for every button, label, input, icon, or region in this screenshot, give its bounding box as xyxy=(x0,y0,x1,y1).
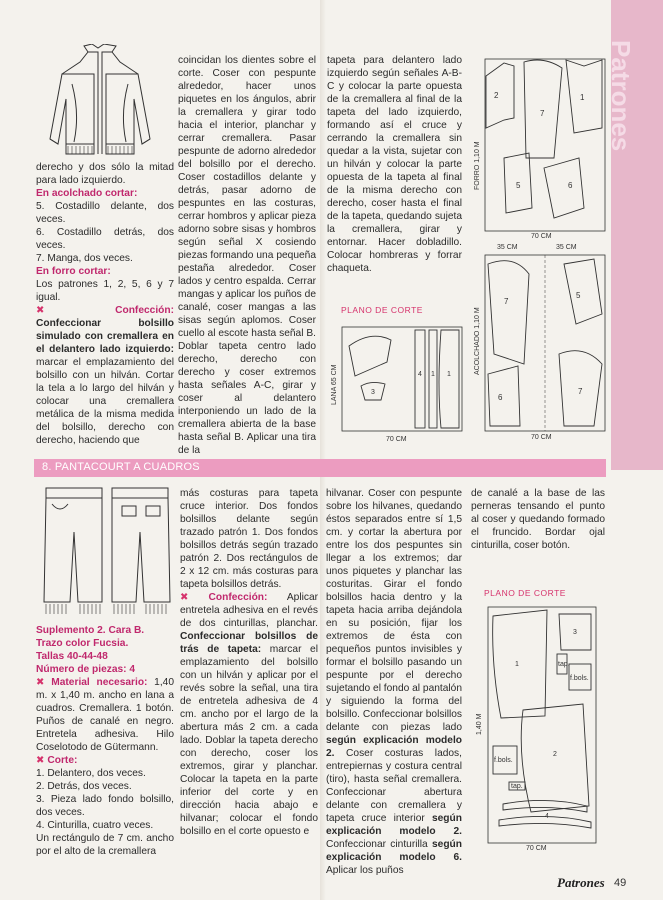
jacket-col3-paragraph: tapeta para delantero lado izquierdo según señales A-B-C y colocar la parte opuesta de la cremallera al final de la tapeta del lado izquierdo, formando así el cruce y cerrando la cremallera sin quedar a la vista, sujetar con un hilván y colocar la parte opuesta de la tapeta al final de la misma derecho con derecho, coser hasta el final de la tapeta, quedando sujeta la cremallera, girar y entornar. Hacer dobladillo. Colocar hombreras y forrar chaqueta. xyxy=(327,55,462,274)
acolchado-item: 6. Costadillo detrás, dos veces. xyxy=(36,227,174,251)
tallas: Tallas 40-44-48 xyxy=(36,651,108,662)
plano-corte-label: PLANO DE CORTE xyxy=(484,588,566,598)
col3-bold3: según explicación modelo 6. xyxy=(326,839,462,863)
col3-text4: Aplicar los puños xyxy=(326,865,404,876)
bolsillos-bold: Confeccionar bolsillos de trás de tapeta: xyxy=(180,631,318,655)
piece-label: 1 xyxy=(515,661,519,668)
material-label: Material necesario: xyxy=(51,677,148,688)
pants-height-dimension: 1,40 M xyxy=(476,713,483,735)
piece-label: tap. xyxy=(558,661,570,668)
section-band xyxy=(34,459,606,477)
footer-logo: Patrones xyxy=(557,875,605,890)
piece-label: 4 xyxy=(545,813,549,820)
suplemento: Suplemento 2. Cara B. xyxy=(36,625,145,636)
lana-dimension: LANA 65 CM xyxy=(331,364,338,405)
page-number: 49 xyxy=(614,877,627,889)
jacket-col1-text xyxy=(36,161,174,447)
cross-icon: ✖ xyxy=(180,592,189,603)
pants-col3-text xyxy=(326,487,462,877)
cross-icon: ✖ xyxy=(36,677,45,688)
jacket-sketch xyxy=(40,44,160,159)
forro-title: En forro cortar: xyxy=(36,266,111,277)
pants-sketch xyxy=(42,484,172,616)
bolsillos-text: marcar el emplazamiento del bolsillo con un hilván y aplicar por el revés sobre la señal, una tira de entretela adhesiva de 4 cm. ancho por el largo de la abertura más 2 cm. a cada lado. Doblar la tapeta derecho con derecho, coser los extremos, girar y planchar. Colocar la tapeta en la parte inferior del corte y en dirección hacia abajo e hilvanar; colocar el fondo bolsillo en el corte opuesto e xyxy=(180,644,318,837)
pants-col4-text xyxy=(471,487,605,552)
section-title: 8. PANTACOURT A CUADROS xyxy=(42,461,200,473)
col3-bold1: según explicación modelo 2. xyxy=(326,735,462,759)
acolchado-width: 70 CM xyxy=(531,434,552,441)
col3-bold2: según explicación modelo 2. xyxy=(326,813,462,837)
corte-item: 3. Pieza lado fondo bolsillo, dos veces. xyxy=(36,794,174,818)
piece-label: 1 xyxy=(431,371,435,378)
acolchado-title: En acolchado cortar: xyxy=(36,188,138,199)
piece-label: 4 xyxy=(418,371,422,378)
confeccion-text: Aplicar entretela adhesiva en el revés de dos cinturillas, planchar. xyxy=(180,592,318,629)
forro-width: 70 CM xyxy=(531,233,552,240)
piece-label: 3 xyxy=(371,389,375,396)
piece-label: 2 xyxy=(494,91,499,100)
piece-label: 7 xyxy=(504,297,509,306)
piece-label: tap. xyxy=(511,783,523,790)
pants-col4-paragraph: de canalé a la base de las perneras tensando el punto al coser y quedando formado el fruncido. Bordar ojal cinturilla, coser botón. xyxy=(471,488,605,551)
piece-label: 5 xyxy=(516,181,521,190)
corte-item: 2. Detrás, dos veces. xyxy=(36,781,132,792)
acolchado-cutting-plan xyxy=(484,254,606,432)
pants-col2-text xyxy=(180,487,318,838)
pants-width-dimension: 70 CM xyxy=(526,845,547,852)
jacket-col2-paragraph: coincidan los dientes sobre el corte. Coser con pespunte alrededor, hacer unos piquetes en los ángulos, abrir la cremallera y girar todo hacia el interior, planchar y cerrar cremallera. Pasar pespunte de adorno alrededor del bolsillo por el derecho. Coser costadillos delante y detrás, pasar adorno de pespuntes en las costuras, cerrar hombros y aplicar pieza adorno sobre sisas y hombros según señal X cosiendo piezas formando una pequeña pestaña alrededor. Coser lados y centro espalda. Cerrar mangas y aplicar los puños de canalé, coser mangas a las sisas según aplomos. Coser cuello al escote hasta señal B. Doblar tapeta centro lado derecho, derecho con derecho y coser extremos hasta señales A-C, girar y coser al delantero interponiendo un lado de la cremallera abierta de la base hasta señal B. Aplicar una tira de la xyxy=(178,55,316,456)
col3-text3: Confeccionar cinturilla xyxy=(326,839,428,850)
piece-label: 7 xyxy=(578,387,583,396)
col3-text1: hilvanar. Coser con pespunte sobre los hilvanes, quedando éstos separados entre sí 1,5 cm. y cortar la abertura por entre los dos pespuntes sin llegar a los extremos; dar unos piquetes y planchar las costuritas. Girar el fondo bolsillos hacia dentro y la tapeta hacia arriba dejándola en su posición, fijar los extremos de ésta con pequeños puntos invisibles y formar el bolsillo pasando un pespunte por el derecho sujetando el fondo al pantalón y siguiendo la forma del bolsillo. Confeccionar bolsillos delante con piezas lado xyxy=(326,488,462,733)
acolchado-top-left: 35 CM xyxy=(497,244,518,251)
piece-label: 7 xyxy=(540,109,545,118)
pants-cutting-plan xyxy=(487,606,597,844)
trazo: Trazo color Fucsia. xyxy=(36,638,129,649)
jacket-col3-text xyxy=(327,54,462,275)
acolchado-dimension: ACOLCHADO 1,10 M xyxy=(474,307,481,375)
plano-corte-label: PLANO DE CORTE xyxy=(341,305,423,315)
confeccion-bold: Confeccionar bolsillo simulado con cremallera en el delantero lado izquierdo: xyxy=(36,318,174,355)
material-text: 1,40 m. x 1,40 m. ancho en lana a cuadros. Cremallera. 1 botón. Puños de canalé en negro. Entretela adhesiva. Hilo Coselotodo de Gütermann. xyxy=(36,677,174,753)
forro-dimension: FORRO 1,10 M xyxy=(474,141,481,190)
piece-label: 6 xyxy=(498,393,503,402)
piece-label: 1 xyxy=(447,371,451,378)
corte-label: Corte: xyxy=(47,755,78,766)
piece-label: 3 xyxy=(573,629,577,636)
pants-col1-text xyxy=(36,624,174,858)
forro-cutting-plan xyxy=(484,58,606,233)
cross-icon: ✖ xyxy=(36,305,45,316)
piece-label: 2 xyxy=(553,751,557,758)
piece-label: 5 xyxy=(576,291,581,300)
corte-item: 1. Delantero, dos veces. xyxy=(36,768,146,779)
intro-text: derecho y dos sólo la mitad para lado izquierdo. xyxy=(36,162,174,186)
piece-label: 1 xyxy=(580,93,585,102)
col3-text2: Coser costuras lados, entrepiernas y costura central (tiro), hasta señal cremallera. Confeccionar abertura delante con cremallera y tapeta cruce interior xyxy=(326,748,462,824)
cross-icon: ✖ xyxy=(36,755,45,766)
forro-text: Los patrones 1, 2, 5, 6 y 7 igual. xyxy=(36,279,174,303)
confeccion-label: Confección: xyxy=(115,305,174,316)
num-piezas: Número de piezas: 4 xyxy=(36,664,136,675)
piece-label: 6 xyxy=(568,181,573,190)
lana-width: 70 CM xyxy=(386,436,407,443)
corte-item: 4. Cinturilla, cuatro veces. xyxy=(36,820,154,831)
pants-col2-paragraph: más costuras para tapeta cruce interior. Dos fondos bolsillos delante según trazado patrón 1. Dos fondos bolsillos detrás según trazado patrón 2. Dos rectángulos de 2 x 12 cm. más costuras para tapeta bolsillos detrás. xyxy=(180,488,318,590)
jacket-col2-text xyxy=(178,54,316,457)
acolchado-top-right: 35 CM xyxy=(556,244,577,251)
confeccion-label: Confección: xyxy=(208,592,268,603)
confeccion-text: marcar el emplazamiento del bolsillo con un hilván. Cortar la tela a lo largo del hilván y colocar una cremallera metálica de la misma medida del bolsillo, derecho con derecho, haciendo que xyxy=(36,357,174,446)
acolchado-item: 5. Costadillo delante, dos veces. xyxy=(36,201,174,225)
acolchado-item: 7. Manga, dos veces. xyxy=(36,253,133,264)
piece-label: f.bols. xyxy=(570,675,589,682)
piece-label: f.bols. xyxy=(494,757,513,764)
lana-cutting-plan xyxy=(341,326,463,432)
edge-logo-text: Patrones xyxy=(606,40,636,152)
corte-extra: Un rectángulo de 7 cm. ancho por el alto de la cremallera xyxy=(36,833,174,857)
